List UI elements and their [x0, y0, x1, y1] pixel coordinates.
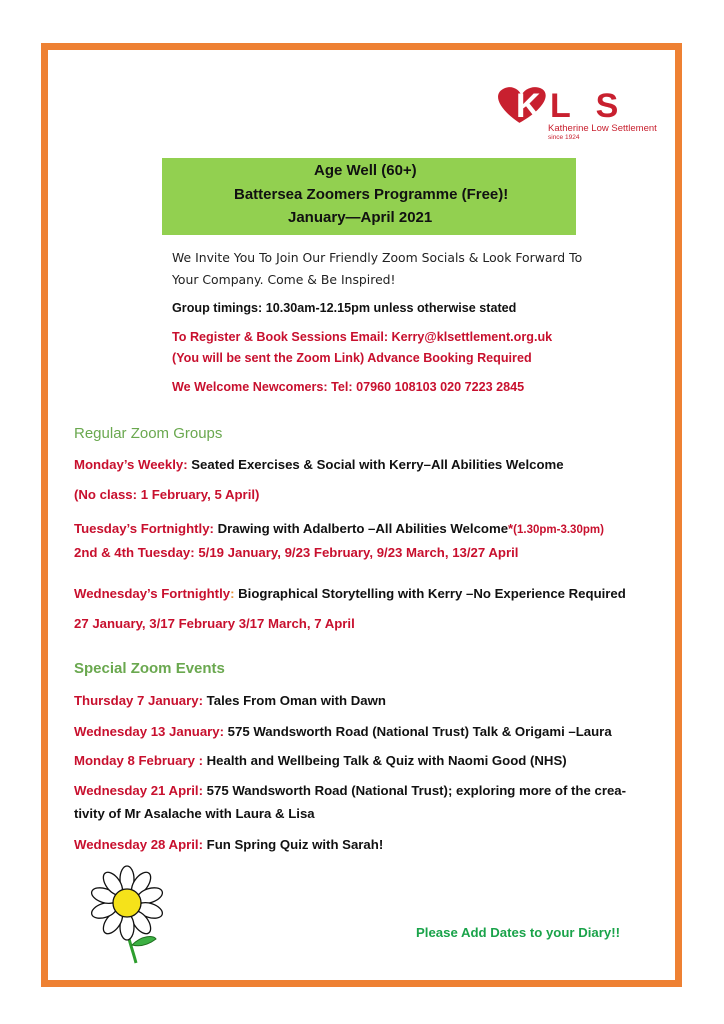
intro-line-1: We Invite You To Join Our Friendly Zoom Socials & Look Forward To — [172, 250, 583, 265]
logo-since: since 1924 — [548, 134, 580, 141]
special-events-heading: Special Zoom Events — [74, 660, 225, 677]
intro-line-2: Your Company. Come & Be Inspired! — [172, 272, 396, 287]
tuesday-row — [74, 521, 604, 536]
wednesday-row — [74, 586, 626, 601]
register-line-1: To Register & Book Sessions Email: Kerry@klsettlement.org.uk — [172, 330, 553, 344]
wednesday-label: Wednesday’s Fortnightly — [74, 586, 231, 601]
event-row — [74, 753, 567, 768]
banner-line-2: Battersea Zoomers Programme (Free)! — [234, 186, 509, 203]
event-row — [74, 693, 386, 708]
regular-groups-heading: Regular Zoom Groups — [74, 425, 223, 442]
tuesday-label: Tuesday’s Fortnightly: — [74, 521, 214, 536]
tuesday-star: * — [508, 521, 514, 536]
event-text: 575 Wandsworth Road (National Trust) Talk & Origami –Laura — [224, 724, 612, 739]
wednesday-dates: 27 January, 3/17 February 3/17 March, 7 April — [74, 616, 355, 631]
event-label: Wednesday 13 January: — [74, 724, 225, 739]
title-banner — [162, 158, 576, 235]
newcomers-line: We Welcome Newcomers: Tel: 07960 108103 020 7223 2845 — [172, 380, 525, 394]
register-line-2: (You will be sent the Zoom Link) Advance Booking Required — [172, 351, 532, 365]
event-text: Health and Wellbeing Talk & Quiz with Naomi Good (NHS) — [202, 753, 567, 768]
logo-k: K — [516, 87, 541, 125]
monday-row — [74, 457, 564, 472]
tuesday-text: Drawing with Adalberto –All Abilities Welcome — [213, 521, 509, 536]
wednesday-text: Biographical Storytelling with Kerry –No Experience Required — [234, 586, 626, 601]
event-text: Tales From Oman with Dawn — [203, 693, 386, 708]
event-label: Wednesday 21 April: — [74, 783, 203, 798]
wednesday-colon: : — [230, 586, 235, 601]
monday-text: Seated Exercises & Social with Kerry–All Abilities Welcome — [187, 457, 564, 472]
event-text: 575 Wandsworth Road (National Trust); exploring more of the crea- — [202, 783, 627, 798]
logo-subtitle: Katherine Low Settlement — [548, 123, 657, 134]
banner-line-1: Age Well (60+) — [314, 162, 417, 179]
banner-line-3: January—April 2021 — [288, 209, 433, 226]
event-row — [74, 837, 383, 852]
diary-reminder: Please Add Dates to your Diary!! — [416, 925, 620, 940]
event-label: Monday 8 February : — [74, 753, 203, 768]
daisy-flower-icon — [82, 865, 172, 965]
monday-label: Monday’s Weekly: — [74, 457, 188, 472]
tuesday-time: (1.30pm-3.30pm) — [513, 524, 604, 536]
logo-ls: L S — [550, 87, 627, 125]
event-row-continued: tivity of Mr Asalache with Laura & Lisa — [74, 806, 315, 821]
event-row — [74, 724, 612, 739]
event-label: Thursday 7 January: — [74, 693, 203, 708]
event-label: Wednesday 28 April: — [74, 837, 203, 852]
group-timings: Group timings: 10.30am-12.15pm unless otherwise stated — [172, 301, 517, 315]
event-text: Fun Spring Quiz with Sarah! — [202, 837, 384, 852]
monday-note: (No class: 1 February, 5 April) — [74, 487, 260, 502]
tuesday-dates: 2nd & 4th Tuesday: 5/19 January, 9/23 February, 9/23 March, 13/27 April — [74, 545, 519, 560]
event-row — [74, 783, 626, 798]
